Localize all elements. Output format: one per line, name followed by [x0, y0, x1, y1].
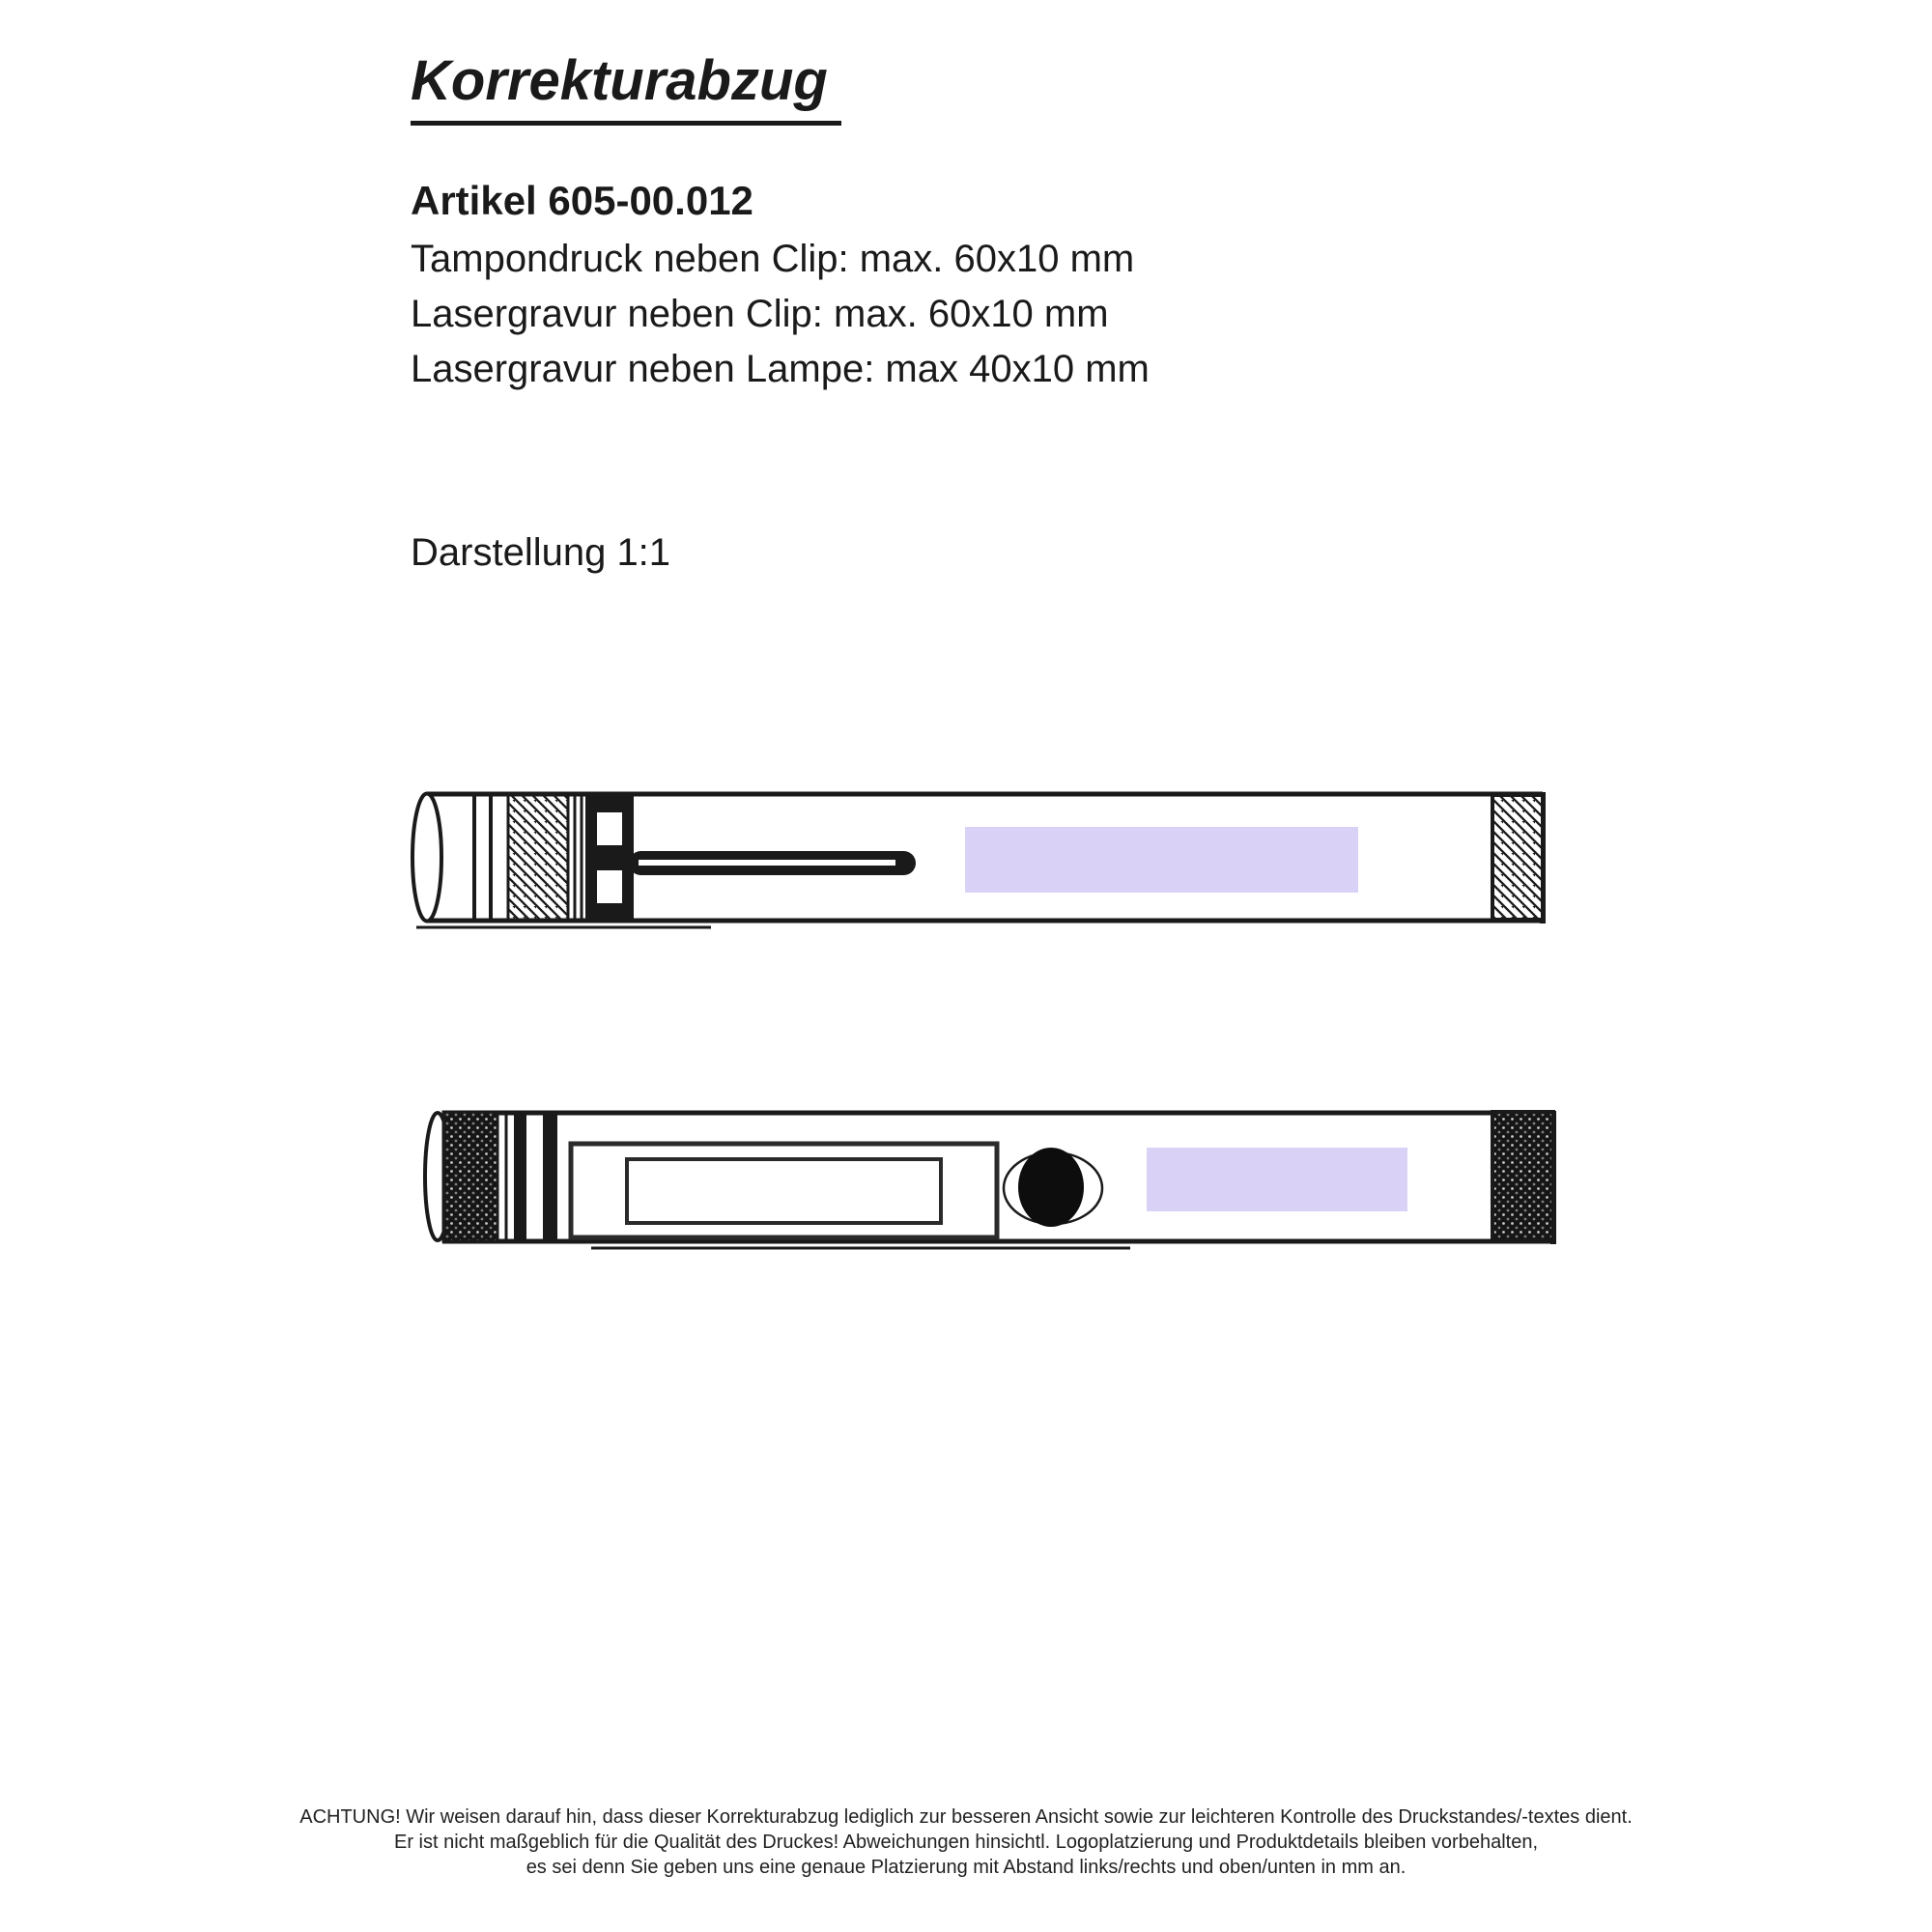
- clip-base-notch-bottom: [597, 870, 622, 903]
- front-knurled-band: [1492, 1112, 1553, 1241]
- spec-line-tampondruck: Tampondruck neben Clip: max. 60x10 mm: [411, 238, 1135, 280]
- print-area-next-to-lamp: [1147, 1148, 1407, 1211]
- ring-band: [514, 1112, 526, 1241]
- spec-line-lasergravur-clip: Lasergravur neben Clip: max. 60x10 mm: [411, 293, 1109, 335]
- disclaimer-line-3: es sei denn Sie geben uns eine genaue Platzierung mit Abstand links/rechts und oben/unten in mm an.: [526, 1857, 1406, 1878]
- front-hatched-band: [1492, 795, 1543, 920]
- article-number: Artikel 605-00.012: [411, 178, 753, 223]
- spec-line-lasergravur-lampe: Lasergravur neben Lampe: max 40x10 mm: [411, 348, 1150, 390]
- scale-note: Darstellung 1:1: [411, 531, 671, 574]
- disclaimer-line-2: Er ist nicht maßgeblich für die Qualität des Druckes! Abweichungen hinsichtl. Logoplatzierung und Produktdetails bleiben vorbehalten,: [393, 1832, 1539, 1853]
- lamp-window-inner-frame: [627, 1159, 941, 1223]
- pen-torch-top-view-with-lamp-window-drawing: [423, 1108, 1560, 1255]
- page-title: Korrekturabzug: [411, 48, 841, 126]
- pen-torch-side-view-with-clip-drawing: [409, 789, 1548, 934]
- ring-band: [543, 1112, 557, 1241]
- disclaimer-line-1: ACHTUNG! Wir weisen darauf hin, dass dieser Korrekturabzug lediglich zur besseren Ansicht sowie zur leichteren Kontrolle des Druckstandes/-textes dient.: [299, 1806, 1633, 1828]
- print-spec-list: [411, 232, 1150, 397]
- rear-knurled-band: [443, 1112, 497, 1241]
- button-pupil: [1018, 1148, 1084, 1227]
- clip-arm-highlight: [639, 860, 895, 866]
- print-area-next-to-clip: [965, 827, 1358, 893]
- hatched-grip-band: [508, 795, 568, 920]
- disclaimer-footer: [0, 1804, 1932, 1880]
- end-cap-ellipse: [412, 794, 441, 922]
- clip-base-notch-top: [597, 812, 622, 845]
